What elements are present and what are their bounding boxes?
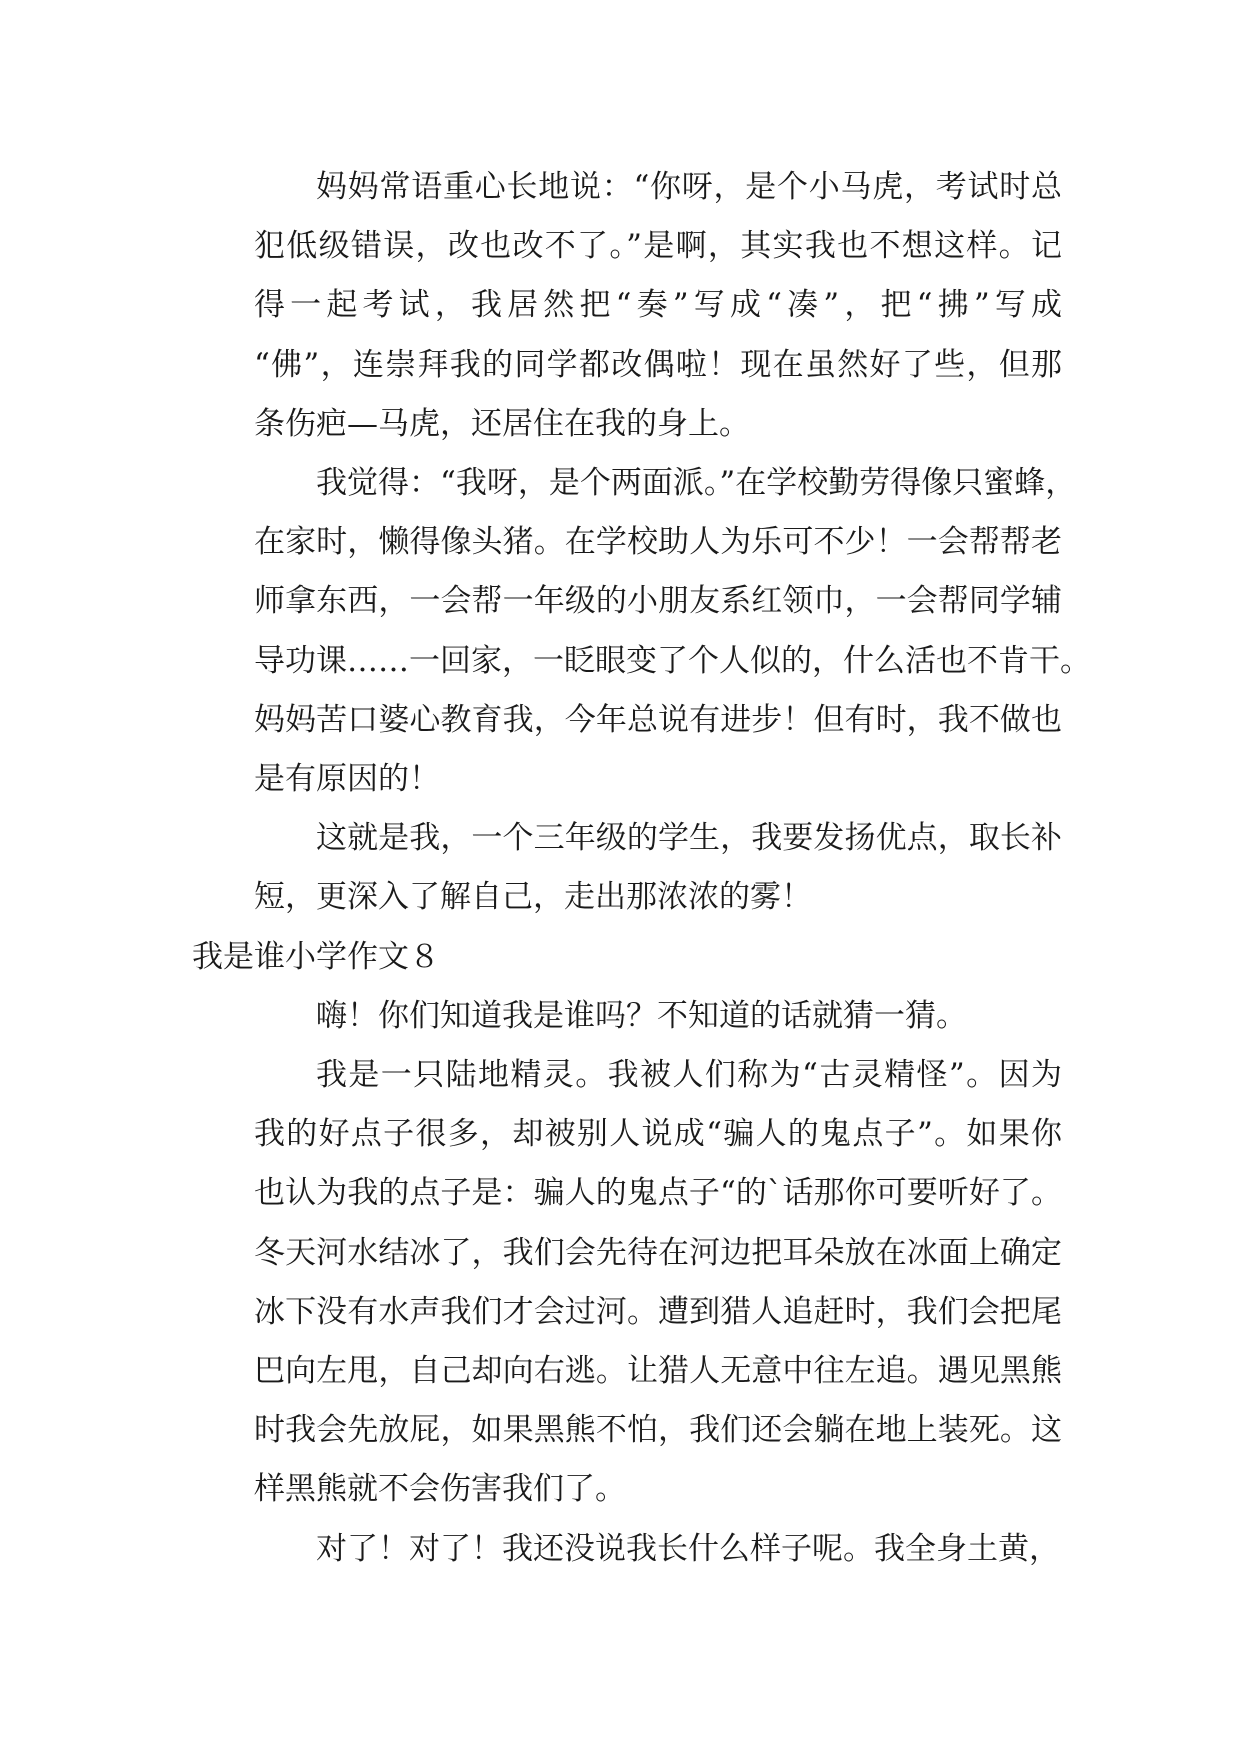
text-line: 冬天河水结冰了，我们会先待在河边把耳朵放在冰面上确定 (254, 1234, 1062, 1271)
text-line: 妈妈常语重心长地说：“你呀，是个小马虎，考试时总 (316, 169, 1062, 205)
section-heading (192, 928, 1062, 987)
text-line: 师拿东西，一会帮一年级的小朋友系红领巾，一会帮同学辅 (254, 583, 1062, 620)
text-line: 也认为我的点子是：骗人的鬼点子“的`话那你可要听好了。 (254, 1175, 1062, 1212)
text-line: 短，更深入了解自己，走出那浓浓的雾！ (254, 879, 812, 916)
text-line: 冰下没有水声我们才会过河。遭到猎人追赶时，我们会把尾 (254, 1293, 1062, 1330)
text-line: 导功课……一回家，一眨眼变了个人似的，什么活也不肯干。 (254, 642, 1091, 679)
paragraph (192, 454, 1091, 809)
text-line: 我觉得：“我呀，是个两面派。”在学校勤劳得像只蜜蜂， (316, 465, 1077, 502)
paragraph (192, 158, 1062, 454)
text-line: 时我会先放屁，如果黑熊不怕，我们还会躺在地上装死。这 (254, 1412, 1062, 1449)
text-line: 样黑熊就不会伤害我们了。 (254, 1471, 626, 1508)
text-line: 嗨！你们知道我是谁吗？不知道的话就猜一猜。 (316, 997, 967, 1034)
text-line: 妈妈苦口婆心教育我，今年总说有进步！但有时，我不做也 (254, 701, 1062, 738)
text-line: 我是谁小学作文８ (192, 938, 440, 975)
text-line: 我是一只陆地精灵。我被人们称为“古灵精怪”。因为 (316, 1057, 1062, 1094)
document-body (192, 158, 1091, 1579)
paragraph (192, 809, 1062, 927)
text-line: 犯低级错误，改也改不了。”是啊，其实我也不想这样。记 (254, 228, 1062, 265)
text-line: 巴向左甩，自己却向右逃。让猎人无意中往左追。遇见黑熊 (254, 1353, 1062, 1390)
text-line: 条伤疤—马虎，还居住在我的身上。 (254, 405, 750, 442)
text-line: 得一起考试，我居然把“奏”写成“凑”，把“拂”写成 (254, 287, 1062, 324)
text-line: 我的好点子很多，却被别人说成“骗人的鬼点子”。如果你 (254, 1116, 1062, 1153)
paragraph (192, 1046, 1062, 1520)
text-line: 是有原因的！ (254, 761, 440, 798)
text-line: “佛”，连崇拜我的同学都改偶啦！现在虽然好了些，但那 (254, 346, 1062, 383)
text-line: 对了！对了！我还没说我长什么样子呢。我全身土黄， (316, 1530, 1060, 1567)
text-line: 这就是我，一个三年级的学生，我要发扬优点，取长补 (316, 820, 1062, 857)
paragraph (192, 987, 1062, 1046)
text-line: 在家时，懒得像头猪。在学校助人为乐可不少！一会帮帮老 (254, 524, 1062, 561)
paragraph (192, 1520, 1062, 1579)
